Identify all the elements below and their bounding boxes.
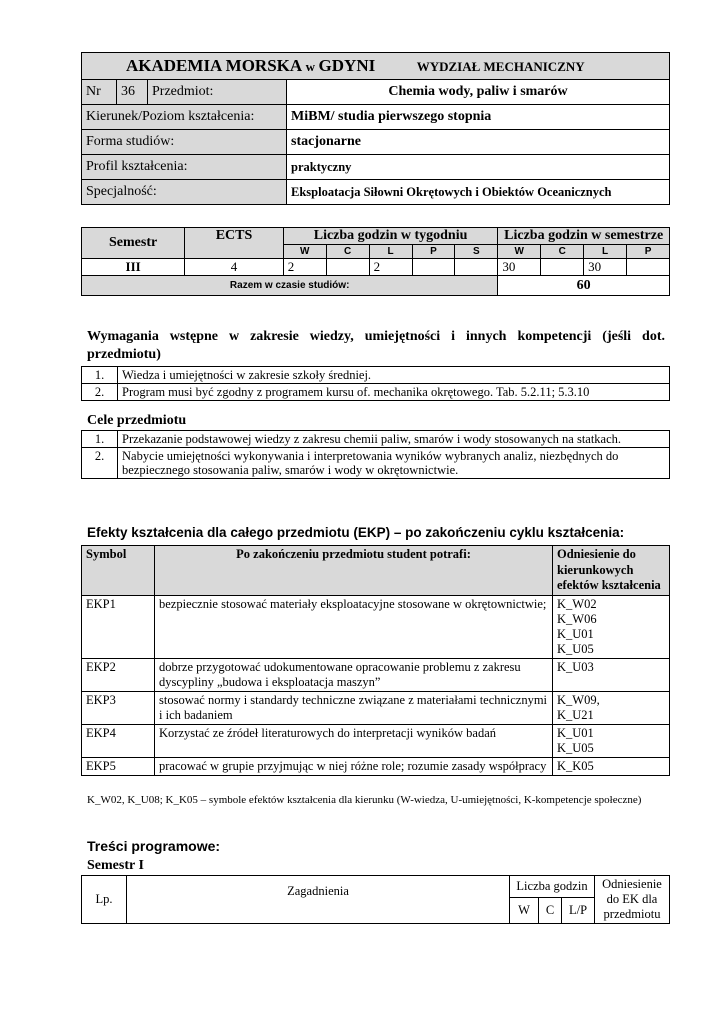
list-item (82, 431, 670, 448)
col-hours: Liczba godzin (510, 876, 595, 898)
total-label: Razem w czasie studiów: (82, 276, 498, 296)
col-w: W (283, 245, 326, 259)
content-heading: Treści programowe: (87, 838, 221, 854)
header-row-value: MiBM/ studia pierwszego stopnia (287, 105, 670, 130)
col-lp: Lp. (82, 876, 127, 924)
header-row-value: stacjonarne (287, 130, 670, 155)
ekp-desc: pracować w grupie przyjmując w niej różne role; rozumie zasady współpracy (155, 757, 553, 775)
item-text: Przekazanie podstawowej wiedzy z zakresu chemii paliw, smarów i wody stosowanych na statkach. (118, 431, 670, 448)
sem-p (627, 259, 670, 276)
ekp-header-row (82, 546, 670, 596)
goals-heading: Cele przedmiotu (87, 413, 187, 428)
ekp-desc: stosować normy i standardy techniczne związane z materiałami technicznymi i ich badaniem (155, 691, 553, 724)
col-sem-w: W (498, 245, 541, 259)
ekp-desc: Korzystać ze źródeł literaturowych do interpretacji wyników badań (155, 724, 553, 757)
faculty-name: WYDZIAŁ MECHANICZNY (416, 59, 585, 74)
semester-header: Semestr (82, 228, 185, 259)
academy-w: w (305, 59, 316, 74)
col-sem-c: C (541, 245, 584, 259)
sem-w: 30 (498, 259, 541, 276)
semester-hours-header: Liczba godzin w semestrze (498, 228, 670, 245)
table-row (82, 757, 670, 775)
table-row (82, 691, 670, 724)
ekp-col-ref: Odniesienie do kierunkowych efektów kształcenia (553, 546, 670, 596)
list-item (82, 448, 670, 479)
week-l: 2 (369, 259, 412, 276)
col-w: W (510, 898, 539, 924)
header-row-label: Kierunek/Poziom kształcenia: (82, 105, 287, 130)
academy-city: GDYNI (318, 56, 376, 75)
total-value: 60 (498, 276, 670, 296)
col-lp-hours: L/P (562, 898, 595, 924)
week-p (412, 259, 455, 276)
header-row-label: Profil kształcenia: (82, 155, 287, 180)
ekp-symbol: EKP5 (82, 757, 155, 775)
week-w: 2 (283, 259, 326, 276)
col-c: C (539, 898, 562, 924)
ekp-refs: K_W09, K_U21 (553, 691, 670, 724)
ekp-heading: Efekty kształcenia dla całego przedmiotu (EKP) – po zakończeniu cyklu kształcenia: (87, 525, 625, 540)
ects-header: ECTS (185, 228, 284, 259)
col-ref: Odniesienie do EK dla przedmiotu (595, 876, 670, 924)
ekp-refs: K_U01 K_U05 (553, 724, 670, 757)
requirements-table (81, 366, 670, 401)
ekp-refs: K_U03 (553, 658, 670, 691)
col-l: L (369, 245, 412, 259)
col-topics: Zagadnienia (127, 876, 510, 924)
col-s: S (455, 245, 498, 259)
col-c: C (326, 245, 369, 259)
item-text: Program musi być zgodny z programem kursu of. mechanika okrętowego. Tab. 5.2.11; 5.3.10 (118, 384, 670, 401)
ekp-col-symbol: Symbol (82, 546, 155, 596)
sem-l: 30 (584, 259, 627, 276)
list-item (82, 384, 670, 401)
program-content-table (81, 875, 670, 924)
ekp-footnote: K_W02, K_U08; K_K05 – symbole efektów kształcenia dla kierunku (W-wiedza, U-umiejętności, K-kompetencje społeczne) (87, 794, 642, 806)
ekp-desc: bezpiecznie stosować materiały eksploatacyjne stosowane w okrętownictwie; (155, 595, 553, 658)
nr-value: 36 (117, 80, 148, 105)
table-row (82, 658, 670, 691)
hours-table (81, 227, 670, 296)
requirements-heading: Wymagania wstępne w zakresie wiedzy, umiejętności i innych kompetencji (jeśli dot. przedmiotu) (87, 329, 665, 362)
header-row (82, 130, 670, 155)
subject-row (82, 80, 670, 105)
semester-title: Semestr I (87, 858, 144, 873)
ekp-refs: K_K05 (553, 757, 670, 775)
week-hours-header: Liczba godzin w tygodniu (283, 228, 498, 245)
sem-c (541, 259, 584, 276)
nr-label: Nr (82, 80, 117, 105)
header-row (82, 155, 670, 180)
col-sem-p: P (627, 245, 670, 259)
header-row (82, 105, 670, 130)
item-text: Wiedza i umiejętności w zakresie szkoły średniej. (118, 367, 670, 384)
col-sem-l: L (584, 245, 627, 259)
header-row-value: Eksploatacja Siłowni Okrętowych i Obiektów Oceanicznych (287, 180, 670, 205)
header-row (82, 180, 670, 205)
week-s (455, 259, 498, 276)
week-c (326, 259, 369, 276)
ects-value: 4 (185, 259, 284, 276)
header-row-label: Forma studiów: (82, 130, 287, 155)
ekp-refs: K_W02 K_W06 K_U01 K_U05 (553, 595, 670, 658)
ekp-symbol: EKP3 (82, 691, 155, 724)
subject-value: Chemia wody, paliw i smarów (287, 80, 670, 105)
academy-name: AKADEMIA MORSKA (126, 56, 303, 75)
course-header-table (81, 52, 670, 205)
table-row (82, 595, 670, 658)
semester-value: III (82, 259, 185, 276)
ekp-table (81, 545, 670, 776)
item-number: 2. (82, 448, 118, 479)
item-text: Nabycie umiejętności wykonywania i interpretowania wyników wybranych analiz, niezbędnych do bezpiecznego stosowania paliw, smarów i wody w okrętownictwie. (118, 448, 670, 479)
col-p: P (412, 245, 455, 259)
header-row-value: praktyczny (287, 155, 670, 180)
header-row-label: Specjalność: (82, 180, 287, 205)
ekp-symbol: EKP2 (82, 658, 155, 691)
table-row (82, 724, 670, 757)
ekp-col-desc: Po zakończeniu przedmiotu student potrafi: (155, 546, 553, 596)
header-title-row (82, 53, 670, 80)
item-number: 2. (82, 384, 118, 401)
item-number: 1. (82, 431, 118, 448)
ekp-desc: dobrze przygotować udokumentowane opracowanie problemu z zakresu dyscypliny „budowa i eksploatacja maszyn” (155, 658, 553, 691)
ekp-symbol: EKP4 (82, 724, 155, 757)
list-item (82, 367, 670, 384)
subject-label: Przedmiot: (148, 80, 287, 105)
goals-table (81, 430, 670, 479)
item-number: 1. (82, 367, 118, 384)
ekp-symbol: EKP1 (82, 595, 155, 658)
